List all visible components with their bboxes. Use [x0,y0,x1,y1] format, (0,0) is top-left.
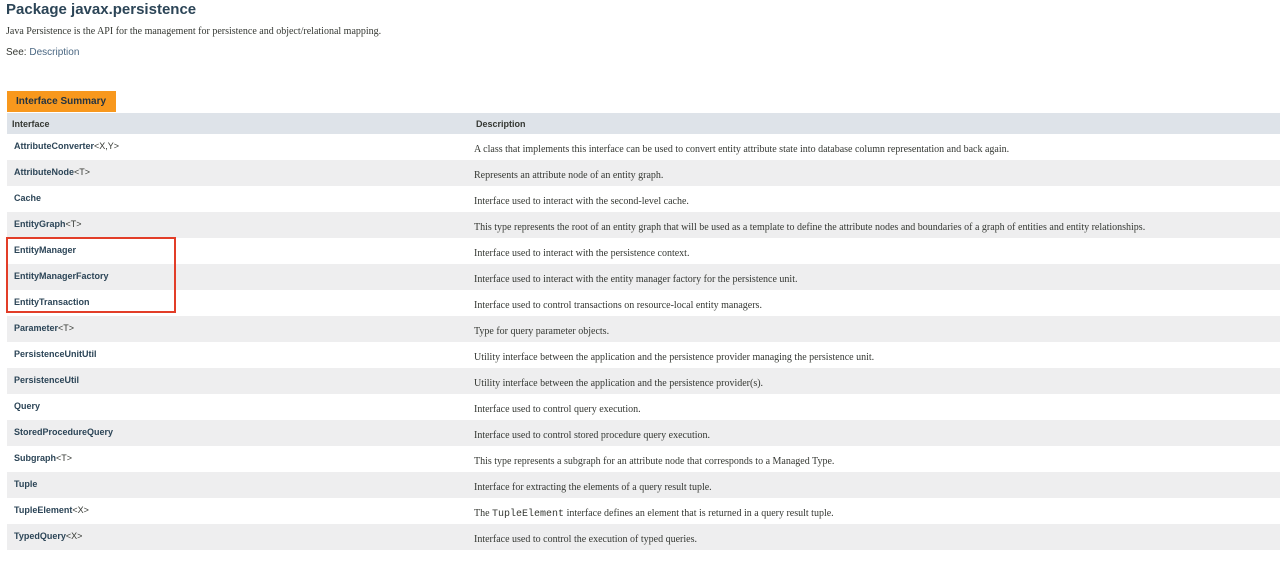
table-row [7,472,1280,498]
interface-description-cell [471,342,1280,368]
table-row [7,134,1280,160]
interface-description-cell [471,446,1280,472]
table-header-row [7,113,1280,134]
interface-name-cell [7,524,471,550]
description-code: TupleElement [492,509,565,520]
interface-name-cell [7,498,471,524]
interface-link[interactable]: AttributeConverter [14,141,95,151]
table-row [7,446,1280,472]
see-label: See: [6,47,27,58]
interface-link[interactable]: EntityGraph [14,219,66,229]
interface-name-cell [7,264,471,290]
interface-link[interactable]: EntityManagerFactory [14,271,109,281]
table-row [7,394,1280,420]
description-text: Represents an attribute node of an entity graph. [474,170,664,181]
interface-name-cell [7,290,471,316]
interface-link[interactable]: Subgraph [14,453,56,463]
table-row [7,342,1280,368]
interface-description-cell [471,264,1280,290]
interface-name-cell [7,160,471,186]
interface-description-cell [471,420,1280,446]
interface-name-cell [7,472,471,498]
interface-link[interactable]: TypedQuery [14,531,66,541]
interface-link[interactable]: EntityTransaction [14,297,90,307]
description-text: Interface used to interact with the persistence context. [474,248,690,259]
interface-description-cell [471,316,1280,342]
interface-link[interactable]: Parameter [14,323,59,333]
interface-summary-table [7,113,1280,550]
table-row [7,420,1280,446]
interface-summary-body [7,134,1280,550]
interface-column-header: Interface [7,113,471,134]
interface-description-cell [471,472,1280,498]
table-row [7,186,1280,212]
description-text: Interface for extracting the elements of a query result tuple. [474,482,712,493]
interface-description-cell [471,186,1280,212]
interface-link[interactable]: EntityManager [14,245,77,255]
description-text: Interface used to interact with the entity manager factory for the persistence unit. [474,274,798,285]
interface-description-cell [471,160,1280,186]
table-row [7,238,1280,264]
interface-description-cell [471,368,1280,394]
interface-name-cell [7,368,471,394]
interface-description-cell [471,290,1280,316]
interface-name-cell [7,420,471,446]
description-text: Utility interface between the application and the persistence provider managing the persistence unit. [474,352,875,363]
type-params: <X,Y> [94,141,120,151]
description-column-header: Description [471,113,1280,134]
interface-description-cell [471,498,1280,524]
interface-link[interactable]: Cache [14,193,42,203]
type-params: <T> [56,453,73,463]
interface-link[interactable]: TupleElement [14,505,73,515]
type-params: <X> [65,531,83,541]
description-text: interface defines an element that is returned in a query result tuple. [564,508,834,519]
interface-name-cell [7,134,471,160]
description-text: This type represents a subgraph for an attribute node that corresponds to a Managed Type. [474,456,835,467]
table-row [7,316,1280,342]
interface-name-cell [7,212,471,238]
interface-description-cell [471,394,1280,420]
interface-name-cell [7,394,471,420]
type-params: <T> [65,219,82,229]
type-params: <T> [74,167,91,177]
table-row [7,290,1280,316]
table-row [7,264,1280,290]
table-row [7,212,1280,238]
description-link[interactable]: Description [29,47,80,58]
description-text: Interface used to control query execution. [474,404,641,415]
interface-name-cell [7,446,471,472]
package-description: Java Persistence is the API for the management for persistence and object/relational mapping. [6,26,382,37]
page-title: Package javax.persistence [6,1,197,18]
interface-name-cell [7,238,471,264]
table-row [7,524,1280,550]
type-params: <T> [58,323,75,333]
description-text: A class that implements this interface can be used to convert entity attribute state into database column representation and back again. [474,144,1010,155]
see-line [6,46,79,60]
description-prefix: The [474,508,493,519]
description-text: Interface used to interact with the second-level cache. [474,196,689,207]
description-text: Type for query parameter objects. [474,326,610,337]
interface-link[interactable]: AttributeNode [14,167,74,177]
interface-description-cell [471,134,1280,160]
description-text: Interface used to control the execution of typed queries. [474,534,697,545]
interface-description-cell [471,212,1280,238]
table-row [7,498,1280,524]
table-row [7,160,1280,186]
interface-name-cell [7,316,471,342]
description-text: Interface used to control transactions on resource-local entity managers. [474,300,762,311]
description-text: Utility interface between the application and the persistence provider(s). [474,378,764,389]
description-text: This type represents the root of an entity graph that will be used as a template to define the attribute nodes and boundaries of a graph of entities and entity relationships. [474,222,1146,233]
interface-description-cell [471,524,1280,550]
interface-name-cell [7,342,471,368]
interface-link[interactable]: Query [14,401,41,411]
interface-link[interactable]: PersistenceUtil [14,375,80,385]
table-row [7,368,1280,394]
interface-description-cell [471,238,1280,264]
interface-summary-caption: Interface Summary [7,91,116,112]
interface-link[interactable]: StoredProcedureQuery [14,427,114,437]
interface-name-cell [7,186,471,212]
interface-link[interactable]: Tuple [14,479,38,489]
type-params: <X> [72,505,89,515]
description-text: Interface used to control stored procedure query execution. [474,430,711,441]
interface-link[interactable]: PersistenceUnitUtil [14,349,97,359]
